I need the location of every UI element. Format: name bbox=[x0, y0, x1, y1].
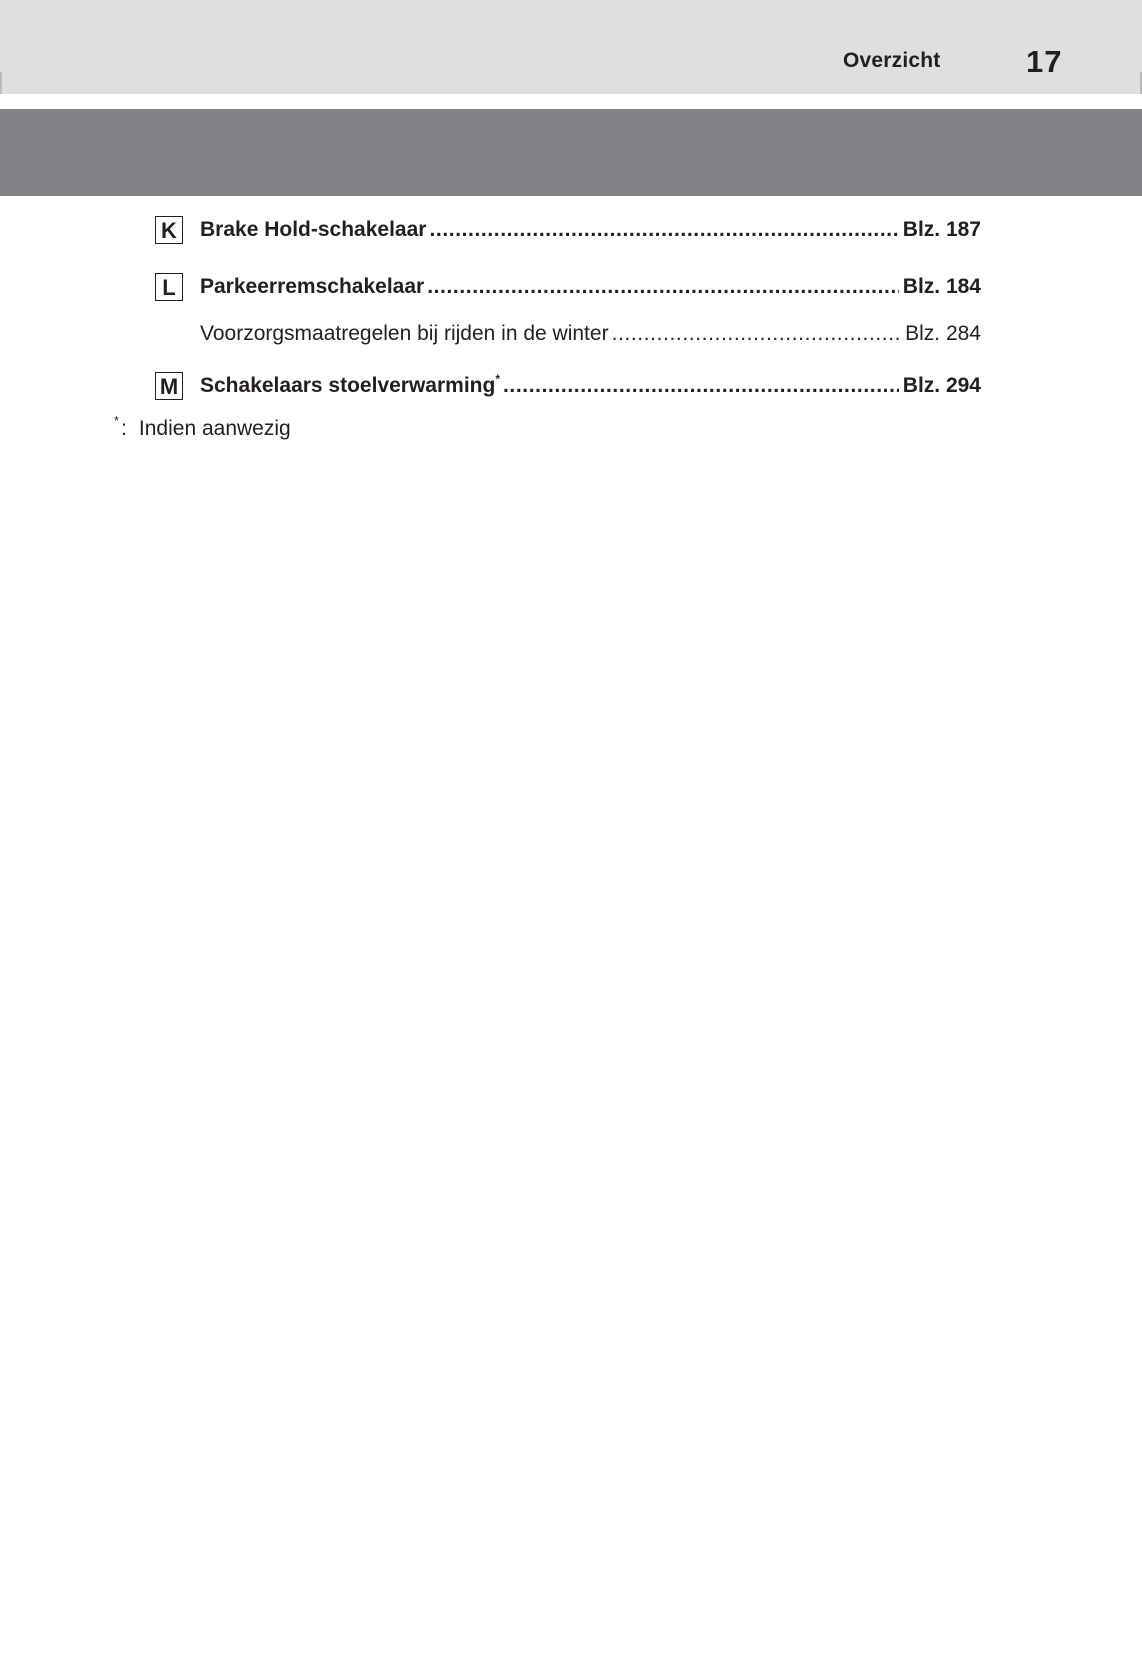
leader-dots bbox=[429, 218, 898, 242]
footnote-marker: * bbox=[114, 413, 120, 428]
toc-line[interactable] bbox=[200, 275, 981, 299]
page-reference[interactable]: Blz. 284 bbox=[905, 322, 981, 345]
page-number: 17 bbox=[1026, 44, 1063, 79]
header-edge-left bbox=[0, 72, 2, 94]
toc-line[interactable] bbox=[200, 322, 981, 346]
footnote-separator: : bbox=[121, 417, 127, 440]
section-title: Overzicht bbox=[843, 49, 941, 72]
page-reference[interactable]: Blz. 187 bbox=[902, 218, 981, 241]
toc-entry-m bbox=[155, 372, 981, 404]
toc-subentry-winter bbox=[155, 320, 981, 352]
leader-dots bbox=[427, 275, 899, 299]
toc-line[interactable] bbox=[200, 218, 981, 242]
letter-badge: L bbox=[155, 273, 183, 301]
section-banner bbox=[0, 109, 1142, 196]
toc-entry-l bbox=[155, 273, 981, 305]
header-band bbox=[0, 0, 1142, 94]
letter-badge: K bbox=[155, 216, 183, 244]
toc-label-text: Schakelaars stoelverwarming bbox=[200, 374, 496, 397]
footnote-text: Indien aanwezig bbox=[138, 417, 291, 440]
footnote-marker: * bbox=[495, 372, 500, 386]
footnote bbox=[114, 413, 291, 441]
leader-dots bbox=[612, 322, 902, 346]
letter-badge: M bbox=[155, 372, 183, 400]
toc-label: Voorzorgsmaatregelen bij rijden in de winter bbox=[200, 322, 609, 345]
toc-label: Brake Hold-schakelaar bbox=[200, 218, 427, 241]
page-reference[interactable]: Blz. 184 bbox=[902, 275, 981, 298]
page-reference[interactable]: Blz. 294 bbox=[902, 374, 981, 397]
toc-line[interactable] bbox=[200, 374, 981, 398]
toc-entry-k bbox=[155, 216, 981, 248]
toc-label: Parkeerremschakelaar bbox=[200, 275, 425, 298]
leader-dots bbox=[503, 374, 899, 398]
toc-label bbox=[200, 374, 500, 398]
